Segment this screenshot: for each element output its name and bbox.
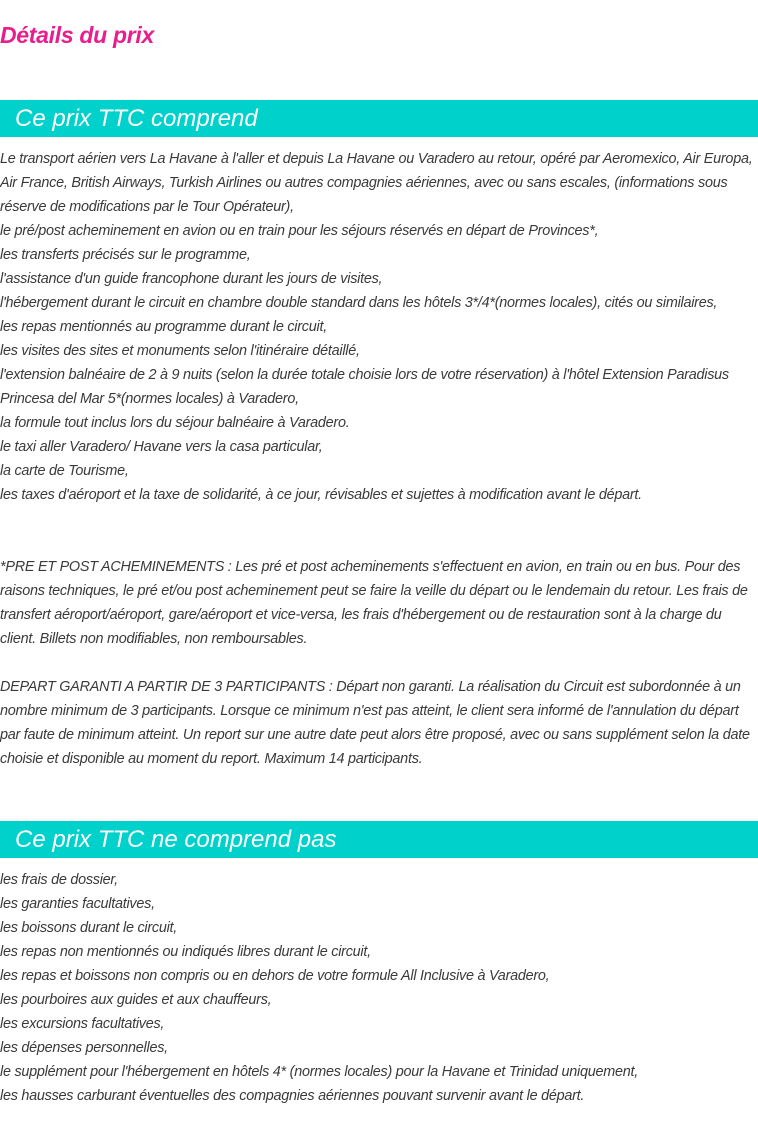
includes-item: l'assistance d'un guide francophone durant les jours de visites, (0, 271, 383, 287)
pre-post-note (0, 555, 758, 651)
excludes-item: les frais de dossier, (0, 872, 118, 888)
includes-item: la carte de Tourisme, (0, 463, 129, 479)
excludes-item: les dépenses personnelles, (0, 1040, 168, 1056)
page-title: Détails du prix (0, 22, 154, 48)
excludes-heading: Ce prix TTC ne comprend pas (0, 821, 758, 858)
depart-garanti-note-text: DEPART GARANTI A PARTIR DE 3 PARTICIPANTS : Départ non garanti. La réalisation du Circuit est subordonnée à un nombre minimum de 3 participants. Lorsque ce minimum n'est pas atteint, le client sera informé de l'annulation du départ par faute de minimum atteint. Un report sur une autre date peut alors être proposé, avec ou sans supplément selon la date choisie et disponible au moment du report. Maximum 14 participants. (0, 679, 750, 767)
excludes-item: les excursions facultatives, (0, 1016, 165, 1032)
includes-item: l'extension balnéaire de 2 à 9 nuits (selon la durée totale choisie lors de votre réservation) à l'hôtel Extension Paradisus Princesa del Mar 5*(normes locales) à Varadero, (0, 367, 729, 407)
includes-item: les visites des sites et monuments selon l'itinéraire détaillé, (0, 343, 360, 359)
includes-heading: Ce prix TTC comprend (0, 100, 758, 137)
includes-item: le taxi aller Varadero/ Havane vers la casa particular, (0, 439, 323, 455)
excludes-item: les pourboires aux guides et aux chauffeurs, (0, 992, 272, 1008)
includes-item: l'hébergement durant le circuit en chambre double standard dans les hôtels 3*/4*(normes locales), cités ou similaires, (0, 295, 718, 311)
excludes-list (0, 868, 758, 1108)
includes-item: les transferts précisés sur le programme, (0, 247, 251, 263)
excludes-item: les hausses carburant éventuelles des compagnies aériennes pouvant survenir avant le départ. (0, 1088, 585, 1104)
includes-item: les taxes d'aéroport et la taxe de solidarité, à ce jour, révisables et sujettes à modification avant le départ. (0, 487, 642, 503)
includes-item: le pré/post acheminement en avion ou en train pour les séjours réservés en départ de Provinces*, (0, 223, 599, 239)
includes-item: Le transport aérien vers La Havane à l'aller et depuis La Havane ou Varadero au retour, opéré par Aeromexico, Air Europa, Air France, British Airways, Turkish Airlines ou autres compagnies aériennes, avec ou sans escales, (informations sous réserve de modifications par le Tour Opérateur), (0, 151, 753, 215)
includes-item: les repas mentionnés au programme durant le circuit, (0, 319, 327, 335)
excludes-item: les repas et boissons non compris ou en dehors de votre formule All Inclusive à Varadero, (0, 968, 550, 984)
excludes-item: les repas non mentionnés ou indiqués libres durant le circuit, (0, 944, 371, 960)
excludes-item: le supplément pour l'hébergement en hôtels 4* (normes locales) pour la Havane et Trinidad uniquement, (0, 1064, 638, 1080)
excludes-item: les garanties facultatives, (0, 896, 155, 912)
includes-item: la formule tout inclus lors du séjour balnéaire à Varadero. (0, 415, 350, 431)
includes-list (0, 147, 758, 507)
depart-garanti-note (0, 675, 758, 771)
excludes-item: les boissons durant le circuit, (0, 920, 178, 936)
pre-post-note-text: *PRE ET POST ACHEMINEMENTS : Les pré et post acheminements s'effectuent en avion, en train ou en bus. Pour des raisons techniques, le pré et/ou post acheminement peut se faire la veille du départ ou le lendemain du retour. Les frais de transfert aéroport/aéroport, gare/aéroport et vice-versa, les frais d'hébergement ou de restauration sont à la charge du client. Billets non modifiables, non remboursables. (0, 559, 748, 647)
